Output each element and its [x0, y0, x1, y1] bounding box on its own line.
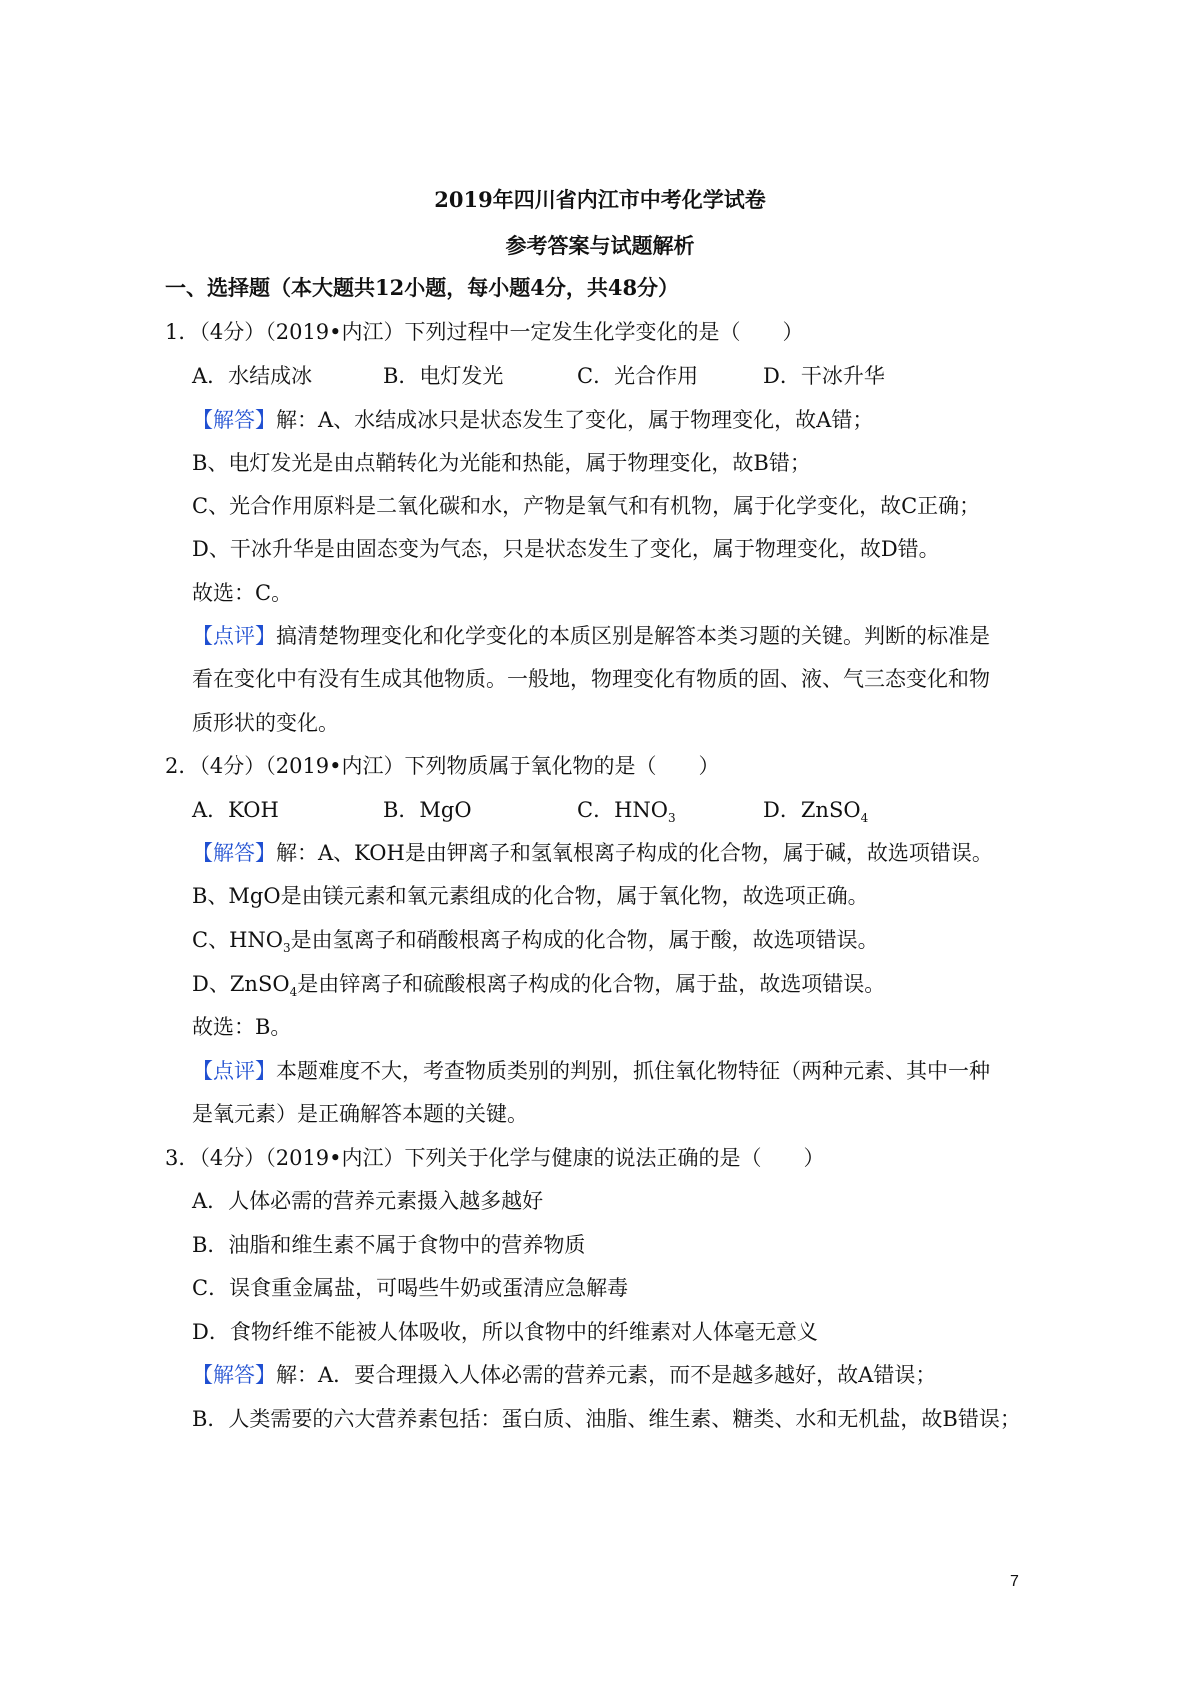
answer-text: 解：A、KOH是由钾离子和氢氧根离子构成的化合物，属于碱，故选项错误。 — [276, 841, 993, 865]
question-3-option-b: B．油脂和维生素不属于食物中的营养物质 — [192, 1233, 586, 1257]
comment-tag: 【点评】 — [192, 1059, 276, 1083]
page-number: 7 — [1010, 1573, 1019, 1590]
section-heading: 一、选择题（本大题共12小题，每小题4分，共48分） — [165, 275, 680, 300]
answer-rest: 是由氢离子和硝酸根离子构成的化合物，属于酸，故选项错误。 — [290, 928, 879, 952]
question-2-answer-b: B、MgO是由镁元素和氧元素组成的化合物，属于氧化物，故选项正确。 — [192, 884, 869, 908]
question-1-answer-c: C、光合作用原料是二氧化碳和水，产物是氧气和有机物，属于化学变化，故C正确； — [192, 494, 981, 518]
question-2-option-d — [763, 796, 868, 824]
answer-text: 解：A．要合理摄入人体必需的营养元素，而不是越多越好，故A错误； — [276, 1363, 937, 1387]
comment-text: 本题难度不大，考查物质类别的判别，抓住氧化物特征（两种元素、其中一种 — [276, 1059, 990, 1083]
formula-subscript: 3 — [282, 941, 291, 956]
question-3-option-a: A．人体必需的营养元素摄入越多越好 — [192, 1189, 544, 1213]
comment-text: 搞清楚物理变化和化学变化的本质区别是解答本类习题的关键。判断的标准是 — [276, 624, 990, 648]
question-1-answer-d: D、干冰升华是由固态变为气态，只是状态发生了变化，属于物理变化，故D错。 — [192, 537, 940, 561]
option-c-formula: C．HNO — [577, 798, 668, 822]
question-1-answer-line — [192, 406, 873, 434]
question-1-answer-b: B、电灯发光是由点鞘转化为光能和热能，属于物理变化，故B错； — [192, 451, 811, 475]
question-2-choice: 故选：B。 — [192, 1015, 292, 1039]
question-1-option-b: B．电灯发光 — [383, 364, 504, 388]
option-d-formula: D．ZnSO — [763, 798, 861, 822]
question-1-option-c: C．光合作用 — [577, 364, 699, 388]
question-2-comment-line — [192, 1057, 990, 1085]
question-3-option-c: C．误食重金属盐，可喝些牛奶或蛋清应急解毒 — [192, 1276, 629, 1300]
formula-subscript: 4 — [289, 985, 298, 1000]
question-3-answer-b: B．人类需要的六大营养素包括：蛋白质、油脂、维生素、糖类、水和无机盐，故B错误； — [192, 1407, 1021, 1431]
question-3-option-d: D．食物纤维不能被人体吸收，所以食物中的纤维素对人体毫无意义 — [192, 1320, 818, 1344]
answer-rest: 是由锌离子和硫酸根离子构成的化合物，属于盐，故选项错误。 — [297, 972, 886, 996]
question-1-comment-line-3: 质形状的变化。 — [192, 711, 339, 735]
formula-text: D、ZnSO — [192, 972, 290, 996]
question-1-choice: 故选：C。 — [192, 581, 293, 605]
document-subtitle: 参考答案与试题解析 — [505, 233, 695, 258]
question-2-option-c — [577, 796, 676, 824]
question-3-answer-line — [192, 1361, 936, 1389]
question-2-comment-line-2: 是氧元素）是正确解答本题的关键。 — [192, 1102, 528, 1126]
question-1-comment-line-2: 看在变化中有没有生成其他物质。一般地，物理变化有物质的固、液、气三态变化和物 — [192, 667, 990, 691]
answer-tag: 【解答】 — [192, 841, 276, 865]
question-2-stem: 2．（4分）（2019•内江）下列物质属于氧化物的是（ ） — [165, 754, 720, 778]
option-c-subscript: 3 — [667, 811, 676, 826]
document-title: 2019年四川省内江市中考化学试卷 — [434, 187, 766, 212]
question-2-answer-d — [192, 970, 885, 998]
question-2-answer-c — [192, 926, 879, 954]
question-1-option-d: D．干冰升华 — [763, 364, 885, 388]
answer-tag: 【解答】 — [192, 1363, 276, 1387]
comment-tag: 【点评】 — [192, 624, 276, 648]
answer-tag: 【解答】 — [192, 408, 276, 432]
question-2-option-a: A．KOH — [192, 798, 279, 822]
question-2-answer-line — [192, 839, 993, 867]
question-3-stem: 3．（4分）（2019•内江）下列关于化学与健康的说法正确的是（ ） — [165, 1146, 825, 1170]
option-d-subscript: 4 — [860, 811, 869, 826]
formula-text: C、HNO — [192, 928, 283, 952]
question-1-option-a: A．水结成冰 — [192, 364, 313, 388]
answer-text: 解：A、水结成冰只是状态发生了变化，属于物理变化，故A错； — [276, 408, 874, 432]
question-1-stem: 1．（4分）（2019•内江）下列过程中一定发生化学变化的是（ ） — [165, 320, 804, 344]
question-1-comment-line — [192, 622, 990, 650]
question-2-option-b: B．MgO — [383, 798, 472, 822]
